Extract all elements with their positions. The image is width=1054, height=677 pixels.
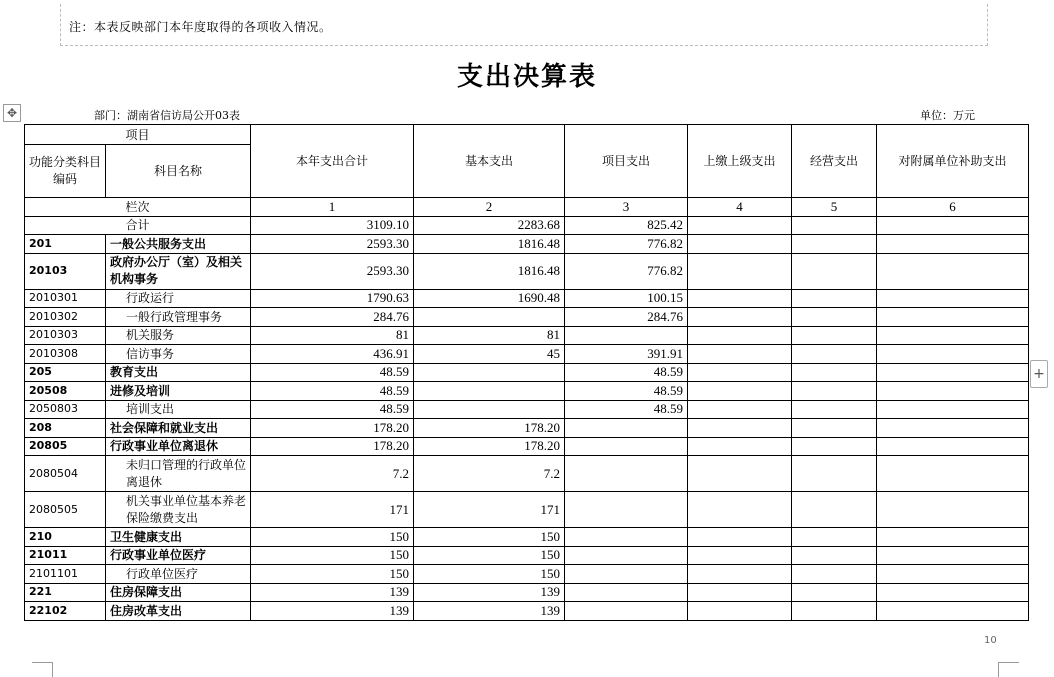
row-total: 150 — [251, 546, 414, 565]
row-name: 信访事务 — [106, 345, 251, 364]
row-empty-cell — [792, 308, 877, 327]
table-row — [25, 456, 1029, 492]
row-code: 208 — [25, 419, 106, 438]
unit-label: 单位：万元 — [920, 109, 975, 122]
row-empty-cell — [792, 546, 877, 565]
note-text: 注：本表反映部门本年度取得的各项收入情况。 — [69, 20, 332, 34]
table-row — [25, 546, 1029, 565]
table-move-handle-icon[interactable]: ✥ — [3, 104, 21, 122]
table-row — [25, 583, 1029, 602]
row-name: 教育支出 — [106, 363, 251, 382]
row-basic — [414, 382, 565, 401]
table-row — [25, 565, 1029, 584]
row-empty-cell — [877, 546, 1029, 565]
row-name: 卫生健康支出 — [106, 528, 251, 547]
col-number: 5 — [792, 198, 877, 217]
row-empty-cell — [877, 308, 1029, 327]
table-row — [25, 363, 1029, 382]
row-basic: 139 — [414, 602, 565, 621]
row-empty-cell — [792, 400, 877, 419]
row-empty-cell — [792, 456, 877, 492]
row-empty-cell — [877, 456, 1029, 492]
note-box — [60, 4, 988, 46]
row-name: 未归口管理的行政单位离退休 — [106, 456, 251, 492]
header-remit: 上缴上级支出 — [688, 125, 792, 198]
row-empty-cell — [688, 363, 792, 382]
row-empty-cell — [688, 492, 792, 528]
row-code: 2010308 — [25, 345, 106, 364]
header-col-label: 栏次 — [25, 198, 251, 217]
row-empty-cell — [877, 289, 1029, 308]
header-func-code: 功能分类科目编码 — [25, 145, 106, 198]
row-project: 776.82 — [565, 235, 688, 254]
row-empty-cell — [877, 400, 1029, 419]
row-name: 培训支出 — [106, 400, 251, 419]
row-total: 7.2 — [251, 456, 414, 492]
col-number: 1 — [251, 198, 414, 217]
row-empty-cell — [877, 235, 1029, 254]
row-total: 171 — [251, 492, 414, 528]
table-row — [25, 437, 1029, 456]
table-row — [25, 308, 1029, 327]
row-project: 100.15 — [565, 289, 688, 308]
row-project — [565, 419, 688, 438]
row-project: 48.59 — [565, 382, 688, 401]
row-name: 住房改革支出 — [106, 602, 251, 621]
row-empty-cell — [877, 565, 1029, 584]
row-name: 机关服务 — [106, 326, 251, 345]
row-name: 一般行政管理事务 — [106, 308, 251, 327]
row-name: 行政运行 — [106, 289, 251, 308]
row-empty-cell — [688, 546, 792, 565]
row-total: 139 — [251, 602, 414, 621]
row-empty-cell — [792, 345, 877, 364]
row-empty-cell — [877, 528, 1029, 547]
row-empty-cell — [688, 400, 792, 419]
row-empty-cell — [688, 345, 792, 364]
row-total: 81 — [251, 326, 414, 345]
row-empty-cell — [877, 602, 1029, 621]
row-basic — [414, 400, 565, 419]
row-empty-cell — [792, 492, 877, 528]
table-row — [25, 345, 1029, 364]
row-total: 150 — [251, 565, 414, 584]
table-row — [25, 253, 1029, 289]
row-empty-cell — [877, 363, 1029, 382]
row-name: 一般公共服务支出 — [106, 235, 251, 254]
row-empty-cell — [792, 437, 877, 456]
row-empty-cell — [792, 253, 877, 289]
row-name: 进修及培训 — [106, 382, 251, 401]
row-project — [565, 602, 688, 621]
row-code: 21011 — [25, 546, 106, 565]
row-empty-cell — [688, 419, 792, 438]
row-name: 机关事业单位基本养老保险缴费支出 — [106, 492, 251, 528]
row-empty-cell — [688, 602, 792, 621]
row-empty-cell — [688, 235, 792, 254]
row-total: 150 — [251, 528, 414, 547]
table-row — [25, 602, 1029, 621]
row-empty-cell — [792, 565, 877, 584]
table-row — [25, 235, 1029, 254]
row-basic: 7.2 — [414, 456, 565, 492]
department-label: 部门：湖南省信访局公开03表 — [94, 109, 240, 122]
row-basic: 139 — [414, 583, 565, 602]
row-empty-cell — [877, 437, 1029, 456]
row-basic: 150 — [414, 565, 565, 584]
row-code: 2010301 — [25, 289, 106, 308]
row-code: 22102 — [25, 602, 106, 621]
header-project: 项目支出 — [565, 125, 688, 198]
row-empty-cell — [877, 492, 1029, 528]
row-basic — [414, 363, 565, 382]
row-total: 48.59 — [251, 382, 414, 401]
row-empty-cell — [792, 602, 877, 621]
col-number: 6 — [877, 198, 1029, 217]
table-row — [25, 400, 1029, 419]
row-empty-cell — [688, 289, 792, 308]
row-project: 776.82 — [565, 253, 688, 289]
row-code: 205 — [25, 363, 106, 382]
row-empty-cell — [688, 456, 792, 492]
row-project: 391.91 — [565, 345, 688, 364]
row-basic: 150 — [414, 528, 565, 547]
header-basic: 基本支出 — [414, 125, 565, 198]
row-empty-cell — [877, 253, 1029, 289]
row-empty-cell — [792, 235, 877, 254]
row-basic: 1816.48 — [414, 235, 565, 254]
row-total: 436.91 — [251, 345, 414, 364]
row-basic: 45 — [414, 345, 565, 364]
row-project: 284.76 — [565, 308, 688, 327]
row-empty-cell — [792, 382, 877, 401]
row-empty-cell — [792, 528, 877, 547]
col-number: 3 — [565, 198, 688, 217]
row-project — [565, 492, 688, 528]
row-empty-cell — [792, 419, 877, 438]
row-total: 1790.63 — [251, 289, 414, 308]
table-row — [25, 419, 1029, 438]
page-title: 支出决算表 — [456, 62, 597, 92]
header-total: 本年支出合计 — [251, 125, 414, 198]
row-empty-cell — [877, 583, 1029, 602]
row-basic: 171 — [414, 492, 565, 528]
row-total: 2593.30 — [251, 253, 414, 289]
row-empty-cell — [792, 326, 877, 345]
row-code: 2080504 — [25, 456, 106, 492]
row-empty-cell — [688, 308, 792, 327]
table-row — [25, 382, 1029, 401]
table-row — [25, 528, 1029, 547]
row-code: 2010303 — [25, 326, 106, 345]
row-basic — [414, 308, 565, 327]
total-row-project: 825.42 — [565, 216, 688, 235]
row-empty-cell — [688, 565, 792, 584]
add-column-icon[interactable]: + — [1030, 360, 1048, 388]
row-total: 139 — [251, 583, 414, 602]
header-item: 项目 — [25, 125, 251, 145]
total-label: 合计 — [25, 216, 251, 235]
row-empty-cell — [792, 289, 877, 308]
total-row-basic: 2283.68 — [414, 216, 565, 235]
row-code: 20805 — [25, 437, 106, 456]
col-number: 2 — [414, 198, 565, 217]
page-corner-mark — [998, 662, 1019, 677]
row-code: 2010302 — [25, 308, 106, 327]
row-basic: 178.20 — [414, 437, 565, 456]
row-project: 48.59 — [565, 400, 688, 419]
row-total: 2593.30 — [251, 235, 414, 254]
row-name: 行政事业单位离退休 — [106, 437, 251, 456]
row-total: 48.59 — [251, 400, 414, 419]
row-name: 行政事业单位医疗 — [106, 546, 251, 565]
row-empty-cell — [688, 382, 792, 401]
row-project: 48.59 — [565, 363, 688, 382]
total-row — [25, 216, 1029, 235]
row-empty-cell — [688, 253, 792, 289]
page-number: 10 — [984, 635, 997, 646]
row-name: 社会保障和就业支出 — [106, 419, 251, 438]
row-project — [565, 565, 688, 584]
row-empty-cell — [688, 528, 792, 547]
row-basic: 178.20 — [414, 419, 565, 438]
row-code: 221 — [25, 583, 106, 602]
row-basic: 81 — [414, 326, 565, 345]
row-name: 政府办公厅（室）及相关机构事务 — [106, 253, 251, 289]
row-code: 2050803 — [25, 400, 106, 419]
row-empty-cell — [877, 382, 1029, 401]
row-code: 2101101 — [25, 565, 106, 584]
row-name: 住房保障支出 — [106, 583, 251, 602]
row-code: 201 — [25, 235, 106, 254]
header-subject-name: 科目名称 — [106, 145, 251, 198]
row-empty-cell — [792, 363, 877, 382]
row-empty-cell — [877, 345, 1029, 364]
row-code: 210 — [25, 528, 106, 547]
row-empty-cell — [688, 437, 792, 456]
row-project — [565, 326, 688, 345]
total-row-total: 3109.10 — [251, 216, 414, 235]
row-empty-cell — [877, 326, 1029, 345]
col-number: 4 — [688, 198, 792, 217]
row-total: 178.20 — [251, 437, 414, 456]
row-basic: 1816.48 — [414, 253, 565, 289]
row-project — [565, 437, 688, 456]
header-operate: 经营支出 — [792, 125, 877, 198]
table-row — [25, 289, 1029, 308]
row-total: 178.20 — [251, 419, 414, 438]
row-code: 2080505 — [25, 492, 106, 528]
table-row — [25, 326, 1029, 345]
row-project — [565, 528, 688, 547]
row-total: 284.76 — [251, 308, 414, 327]
row-project — [565, 583, 688, 602]
row-code: 20103 — [25, 253, 106, 289]
row-basic: 1690.48 — [414, 289, 565, 308]
row-project — [565, 456, 688, 492]
row-empty-cell — [877, 419, 1029, 438]
table-row — [25, 492, 1029, 528]
row-project — [565, 546, 688, 565]
row-code: 20508 — [25, 382, 106, 401]
row-name: 行政单位医疗 — [106, 565, 251, 584]
row-empty-cell — [688, 583, 792, 602]
expenditure-table — [24, 124, 1029, 621]
row-basic: 150 — [414, 546, 565, 565]
row-total: 48.59 — [251, 363, 414, 382]
header-subsidy: 对附属单位补助支出 — [877, 125, 1029, 198]
row-empty-cell — [792, 583, 877, 602]
page-corner-mark — [32, 662, 53, 677]
row-empty-cell — [688, 326, 792, 345]
